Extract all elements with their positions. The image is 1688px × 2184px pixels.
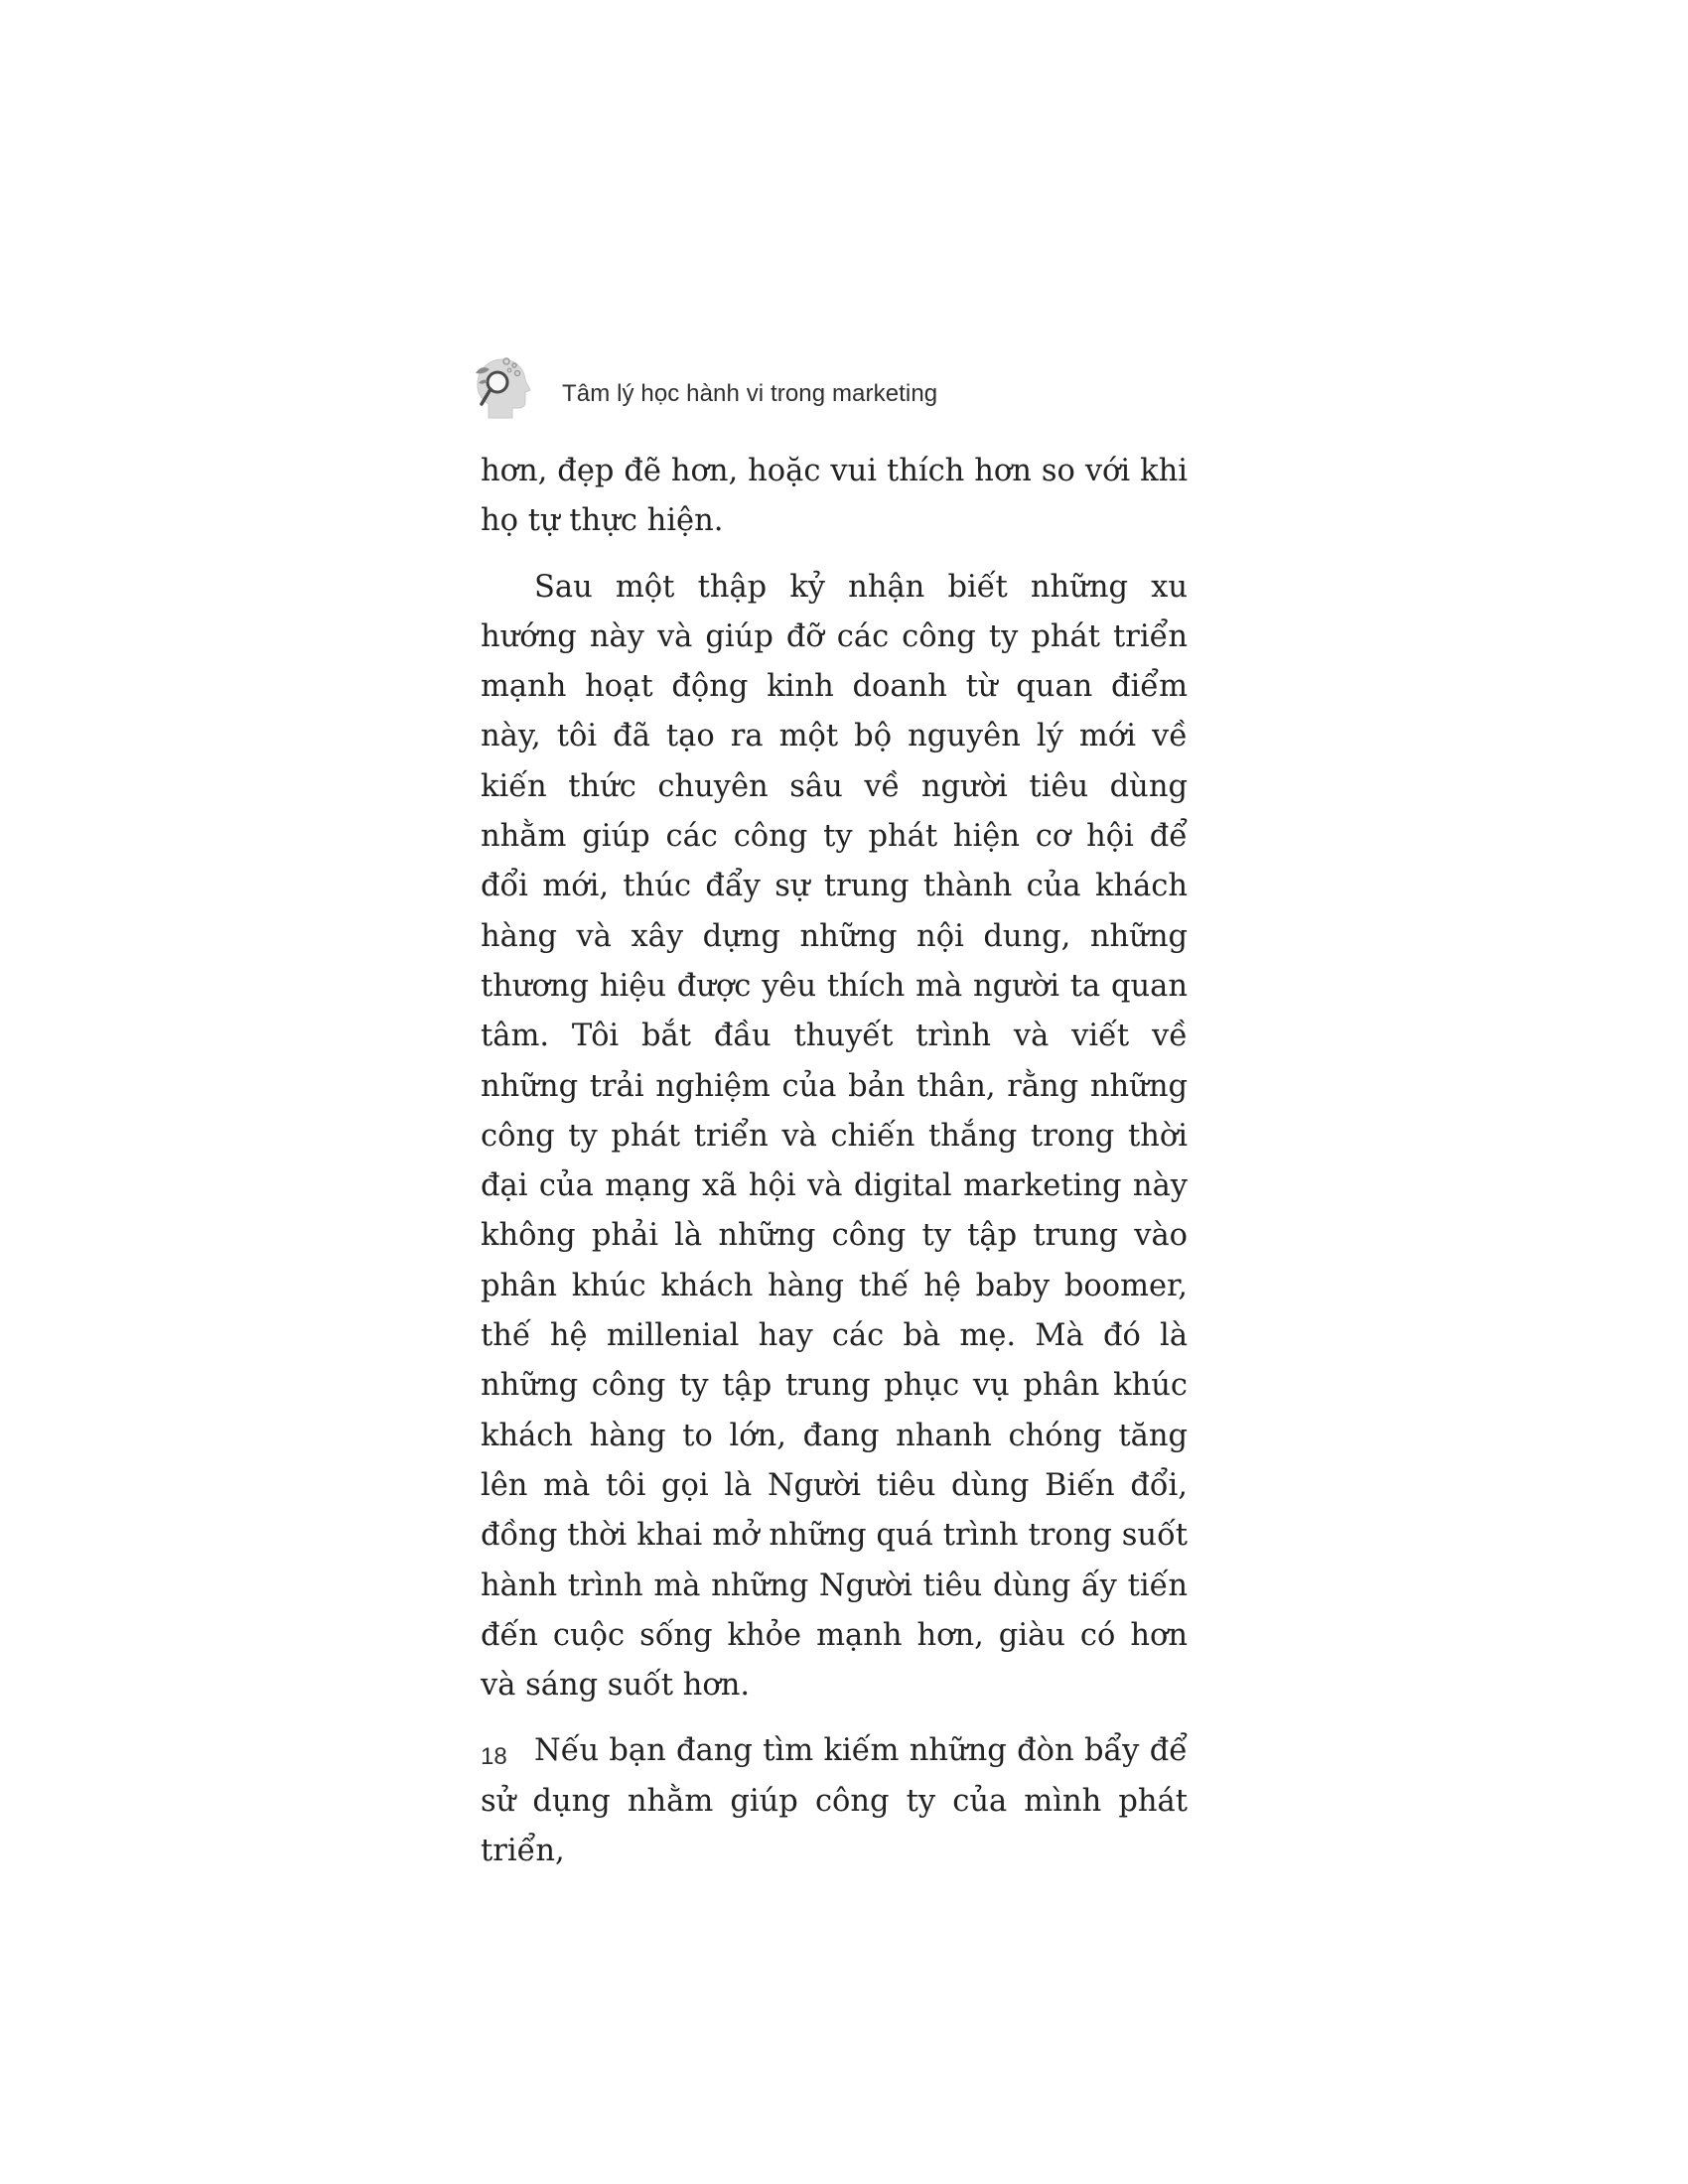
paragraph: hơn, đẹp đẽ hơn, hoặc vui thích hơn so với khi họ tự thực hiện. bbox=[481, 454, 1188, 539]
running-header-title: Tâm lý học hành vi trong marketing bbox=[562, 380, 938, 407]
running-header bbox=[471, 352, 937, 422]
head-magnifier-icon bbox=[471, 352, 534, 422]
paragraph: Sau một thập kỷ nhận biết những xu hướng này và giúp đỡ các công ty phát triển mạnh hoạt động kinh doanh từ quan điểm này, tôi đã tạo ra một bộ nguyên lý mới về kiến thức chuyên sâu về người tiêu dùng nhằm giúp các công ty phát hiện cơ hội để đổi mới, thúc đẩy sự trung thành của khách hàng và xây dựng những nội dung, những thương hiệu được yêu thích mà người ta quan tâm. Tôi bắt đầu thuyết trình và viết về những trải nghiệm của bản thân, rằng những công ty phát triển và chiến thắng trong thời đại của mạng xã hội và digital marketing này không phải là những công ty tập trung vào phân khúc khách hàng thế hệ baby boomer, thế hệ millenial hay các bà mẹ. Mà đó là những công ty tập trung phục vụ phân khúc khách hàng to lớn, đang nhanh chóng tăng lên mà tôi gọi là Người tiêu dùng Biến đổi, đồng thời khai mở những quá trình trong suốt hành trình mà những Người tiêu dùng ấy tiến đến cuộc sống khỏe mạnh hơn, giàu có hơn và sáng suốt hơn. bbox=[481, 569, 1188, 1704]
paragraph: Nếu bạn đang tìm kiếm những đòn bẩy để sử dụng nhằm giúp công ty của mình phát triển, bbox=[481, 1733, 1188, 1869]
page-number: 18 bbox=[481, 1743, 507, 1770]
body-text bbox=[481, 447, 1188, 1892]
